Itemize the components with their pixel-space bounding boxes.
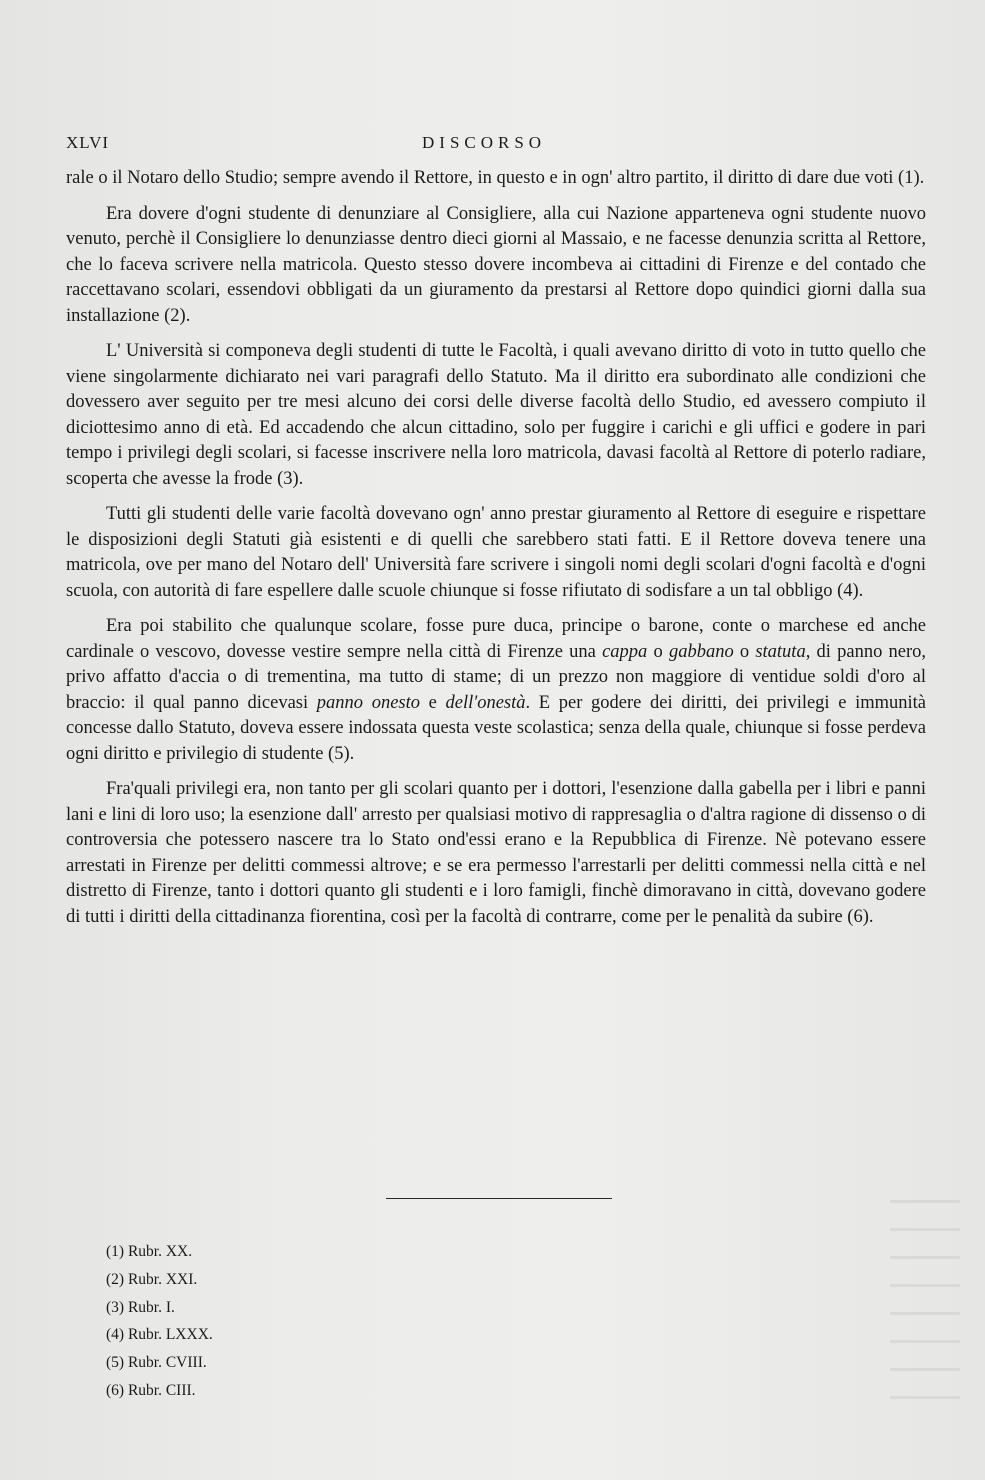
text-run: rale o il Notaro dello Studio; sempre avendo il Rettore, in questo e in ogn' altro partito, il diritto di dare due voti (1). [66, 168, 925, 188]
paragraph [66, 614, 926, 767]
text-run: L' Università si componeva degli studenti di tutte le Facoltà, i quali avevano diritto di voto in tutto quello che viene singolarmente dichiarato nei vari paragrafi dello Statuto. Ma il diritto era subordinato alle condizioni che dovessero aver seguito per tre mesi alcuno dei corsi delle diverse facoltà dello Studio, ed avessero compiuto il diciottesimo anno di età. Ed accadendo che alcun cittadino, solo per fuggire i carichi e gli uffici e godere in pari tempo i privilegi degli scolari, si facesse inscrivere nella loro matricola, davasi facoltà al Rettore di poterlo radiare, scoperta che avesse la frode (3). [66, 341, 926, 489]
page-number: XLVI [66, 133, 110, 152]
italic-term: cappa [602, 641, 648, 662]
italic-term: panno onesto [316, 692, 420, 713]
paragraph [66, 166, 926, 192]
italic-term: statuta [755, 641, 806, 662]
footnote: (6) Rubr. CIII. [106, 1381, 196, 1399]
text-run: Era poi stabilito che qualunque scolare, fosse pure duca, principe o barone, conte o marchese ed anche cardinale o vescovo, dovesse vestire sempre nella città di Firenze una [66, 616, 926, 662]
footnotes-list [106, 1238, 213, 1405]
footnote: (4) Rubr. LXXX. [106, 1326, 213, 1344]
show-through-texture [890, 1200, 960, 1420]
italic-term: gabbano [668, 641, 734, 662]
main-text [66, 166, 926, 930]
footnote: (1) Rubr. XX. [106, 1243, 193, 1260]
text-run: o [647, 641, 669, 662]
text-run: e [420, 692, 446, 713]
text-run: Era dovere d'ogni studente di denunziare al Consigliere, alla cui Nazione apparteneva ogni studente nuovo venuto, perchè il Consigliere lo denunziasse dentro dieci giorni al Massaio, e ne facesse denunzia scritta al Rettore, che lo faceva scrivere nella matricola. Questo stesso dovere incombeva ai cittadini di Firenze e del contado che raccettavano scolari, essendovi obbligati da un giuramento da prestarsi al Rettore dopo quindici giorni dalla sua installazione (2). [66, 203, 926, 326]
text-run: . E per godere dei diritti, dei privilegi e immunità concesse dallo Statuto, doveva essere indossata questa veste scolastica; senza della quale, chiunque si fosse perdeva ogni diritto e privilegio di studente (5). [66, 692, 926, 764]
page-header [66, 133, 926, 157]
text-run: , di panno nero, privo affatto d'accia o di trementina, ma tutto di stame; di un prezzo non maggiore di ventidue soldi d'oro al braccio: il qual panno dicevasi [66, 641, 927, 713]
paragraph [66, 502, 926, 604]
paragraph [66, 339, 926, 492]
paragraph [66, 777, 926, 930]
text-run: Fra'quali privilegi era, non tanto per gli scolari quanto per i dottori, l'esenzione dalla gabella per i libri e panni lani e lini di loro uso; la esenzione dall' arresto per qualsiasi motivo di rappresaglia o d'altra ragione di dissenso o di controversia che potessero nascere tra lo Stato ond'essi erano e la Repubblica di Firenze. Nè potevano essere arrestati in Firenze per delitti commessi altrove; e se era permesso l'arrestarli per delitti commessi nella città e nel distretto di Firenze, tanto i dottori quanto gli studenti e i loro famigli, finchè dimoravano in città, dovevano godere di tutti i diritti della cittadinanza fiorentina, così per la facoltà di contrarre, come per le penalità da subire (6). [66, 779, 926, 927]
footnote-divider [386, 1198, 612, 1199]
footnote: (2) Rubr. XXI. [106, 1270, 198, 1288]
italic-term: dell'onestà [445, 692, 526, 713]
paragraph [66, 202, 926, 330]
footnote: (5) Rubr. CVIII. [106, 1354, 207, 1372]
text-run: Tutti gli studenti delle varie facoltà dovevano ogn' anno prestar giuramento al Rettore di eseguire e rispettare le disposizioni degli Statuti già esistenti e di quelli che sarebbero stati fatti. E il Rettore doveva tenere una matricola, ove per mano del Notaro dell' Università fare scrivere i singoli nomi degli scolari d'ogni facoltà e d'ogni scuola, con autorità di fare espellere dalle scuole chiunque si fosse rifiutato di sodisfare a un tal obbligo (4). [66, 504, 926, 601]
text-run: o [733, 641, 756, 662]
running-title: DISCORSO [422, 133, 547, 152]
footnote: (3) Rubr. I. [106, 1298, 175, 1316]
